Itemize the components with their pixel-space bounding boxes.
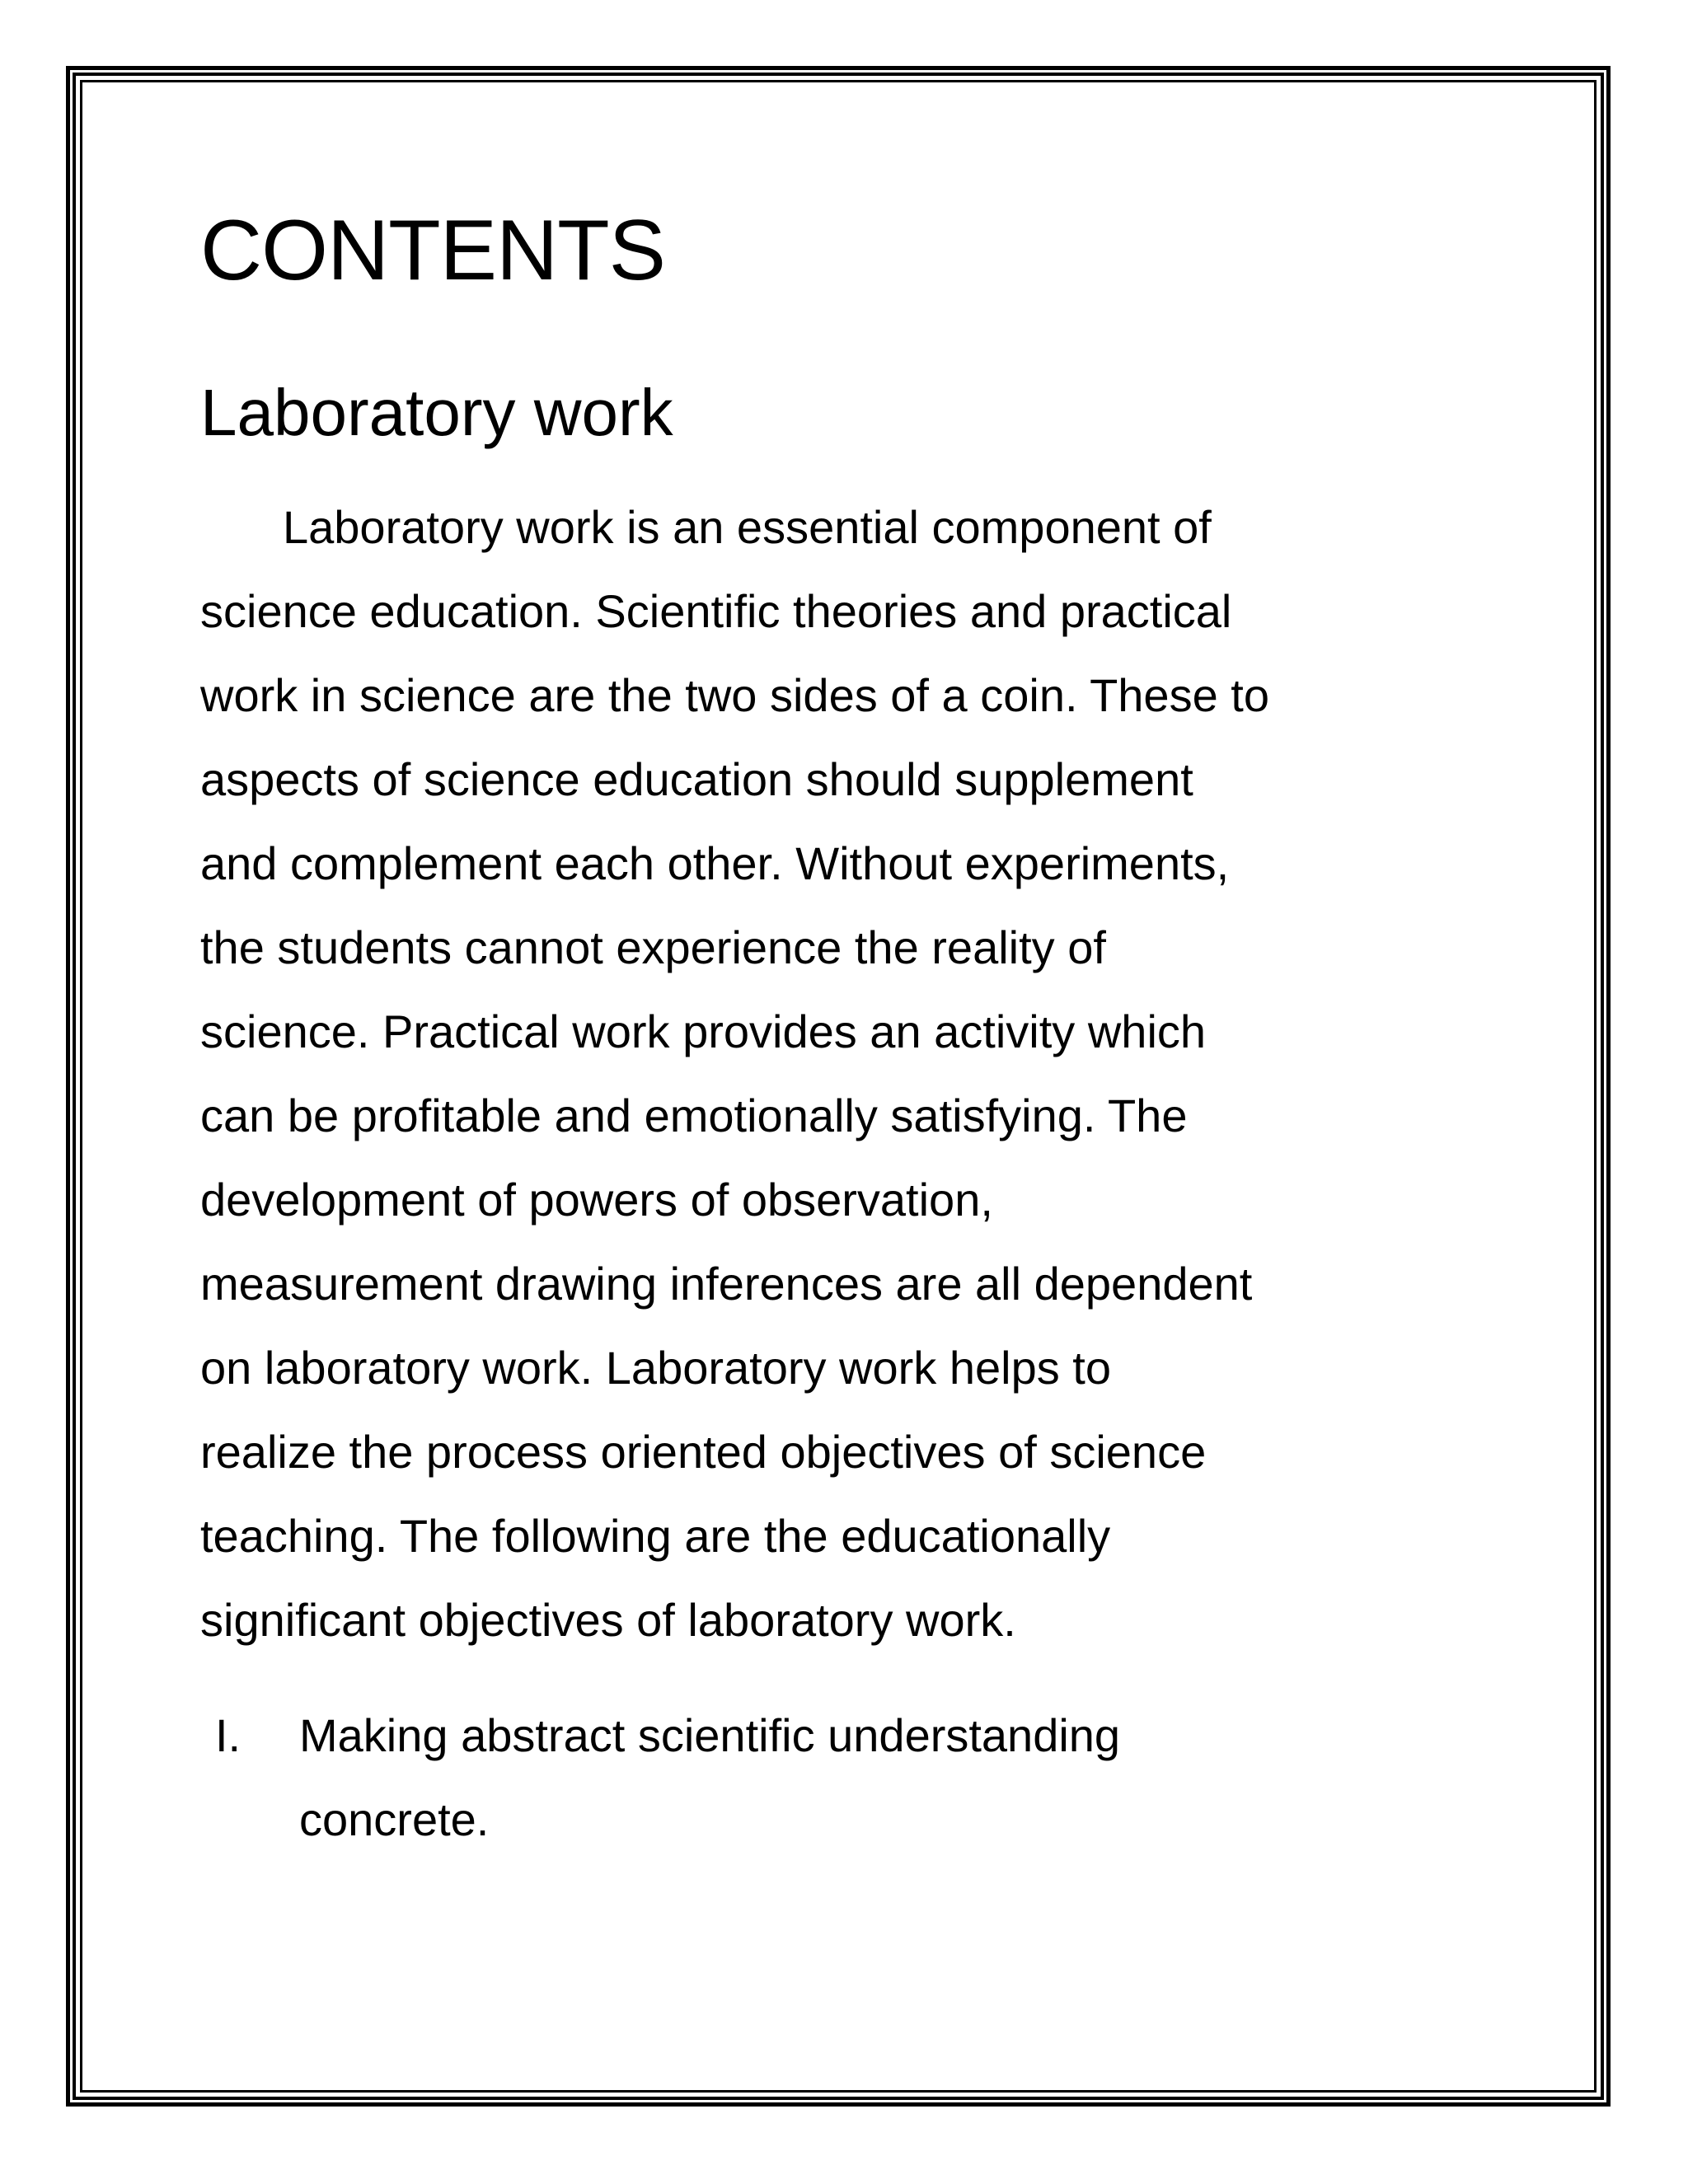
paragraph-line: Laboratory work is an essential component of	[283, 500, 1212, 553]
paragraph-line: development of powers of observation,	[200, 1173, 993, 1226]
body-paragraph	[200, 485, 1503, 1662]
paragraph-line: teaching. The following are the educationally	[200, 1509, 1111, 1562]
paragraph-line: science education. Scientific theories and practical	[200, 584, 1232, 637]
list-item	[200, 1694, 1503, 1862]
list-item-line: concrete.	[299, 1793, 490, 1845]
objectives-list	[200, 1694, 1503, 1862]
paragraph-line: realize the process oriented objectives of science	[200, 1425, 1207, 1478]
page-heading: CONTENTS	[200, 203, 665, 298]
paragraph-line: the students cannot experience the reality of	[200, 921, 1106, 973]
paragraph-line: science. Practical work provides an activity which	[200, 1005, 1207, 1057]
paragraph-line: and complement each other. Without experiments,	[200, 837, 1230, 889]
paragraph-line: significant objectives of laboratory work.	[200, 1593, 1016, 1646]
paragraph-line: on laboratory work. Laboratory work helps to	[200, 1341, 1111, 1394]
paragraph-line: can be profitable and emotionally satisfying. The	[200, 1089, 1188, 1141]
section-title: Laboratory work	[200, 375, 673, 449]
list-marker: I.	[215, 1708, 241, 1761]
list-item-line: Making abstract scientific understanding	[299, 1708, 1121, 1761]
page-content	[200, 202, 1503, 1862]
paragraph-line: measurement drawing inferences are all dependent	[200, 1257, 1253, 1310]
paragraph-line: work in science are the two sides of a coin. These to	[200, 668, 1269, 721]
paragraph-line: aspects of science education should supplement	[200, 752, 1193, 805]
